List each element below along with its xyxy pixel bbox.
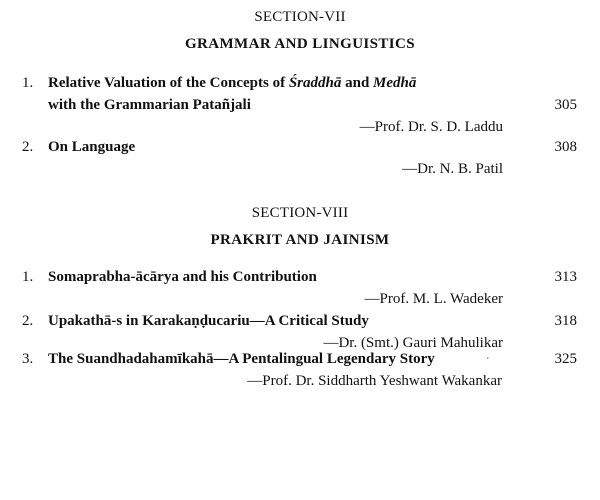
entry-page-number: 318 (554, 313, 577, 329)
stray-mark-icon: ‧ (486, 353, 490, 365)
entry-title: Somaprabha-ācārya and his Contribution (48, 269, 317, 285)
entry-number: 1. (22, 75, 34, 91)
entry-author: —Dr. (Smt.) Gauri Mahulikar (323, 335, 503, 351)
entry-title-term: Śraddhā (288, 75, 342, 91)
entry-page-number: 313 (554, 269, 577, 285)
toc-entry-7-1[interactable] (0, 72, 600, 138)
entry-title-line2: with the Grammarian Patañjali (48, 97, 251, 113)
entry-author: —Prof. Dr. Siddharth Yeshwant Wakankar (247, 373, 502, 389)
entry-author: —Prof. M. L. Wadeker (364, 291, 503, 307)
entry-number: 2. (22, 313, 34, 329)
entry-number: 3. (22, 351, 34, 367)
entry-page-number: 325 (554, 351, 577, 367)
toc-entry-8-1[interactable] (0, 266, 600, 310)
entry-title: On Language (48, 139, 136, 155)
entry-number: 2. (22, 139, 34, 155)
entry-author: —Prof. Dr. S. D. Laddu (359, 119, 503, 135)
entry-title: Relative Valuation of the Concepts of Śraddhā and Medhā (48, 75, 417, 91)
section-7-label: SECTION-VII (254, 9, 346, 25)
entry-title: The Suandhadahamīkahā—A Pentalingual Legendary Story (48, 351, 435, 367)
entry-title: Upakathā-s in Karakaṇḍucariu—A Critical Study (48, 313, 369, 329)
entry-author: —Dr. N. B. Patil (402, 161, 503, 177)
toc-entry-8-3[interactable] (0, 348, 600, 392)
section-8-label: SECTION-VIII (251, 205, 349, 221)
entry-title-term: Medhā (373, 75, 417, 91)
entry-page-number: 305 (554, 97, 577, 113)
entry-number: 1. (22, 269, 34, 285)
entry-page-number: 308 (554, 139, 577, 155)
section-8-title: PRAKRIT AND JAINISM (210, 232, 390, 248)
toc-entry-7-2[interactable] (0, 136, 600, 180)
section-7-title: GRAMMAR AND LINGUISTICS (184, 36, 416, 52)
